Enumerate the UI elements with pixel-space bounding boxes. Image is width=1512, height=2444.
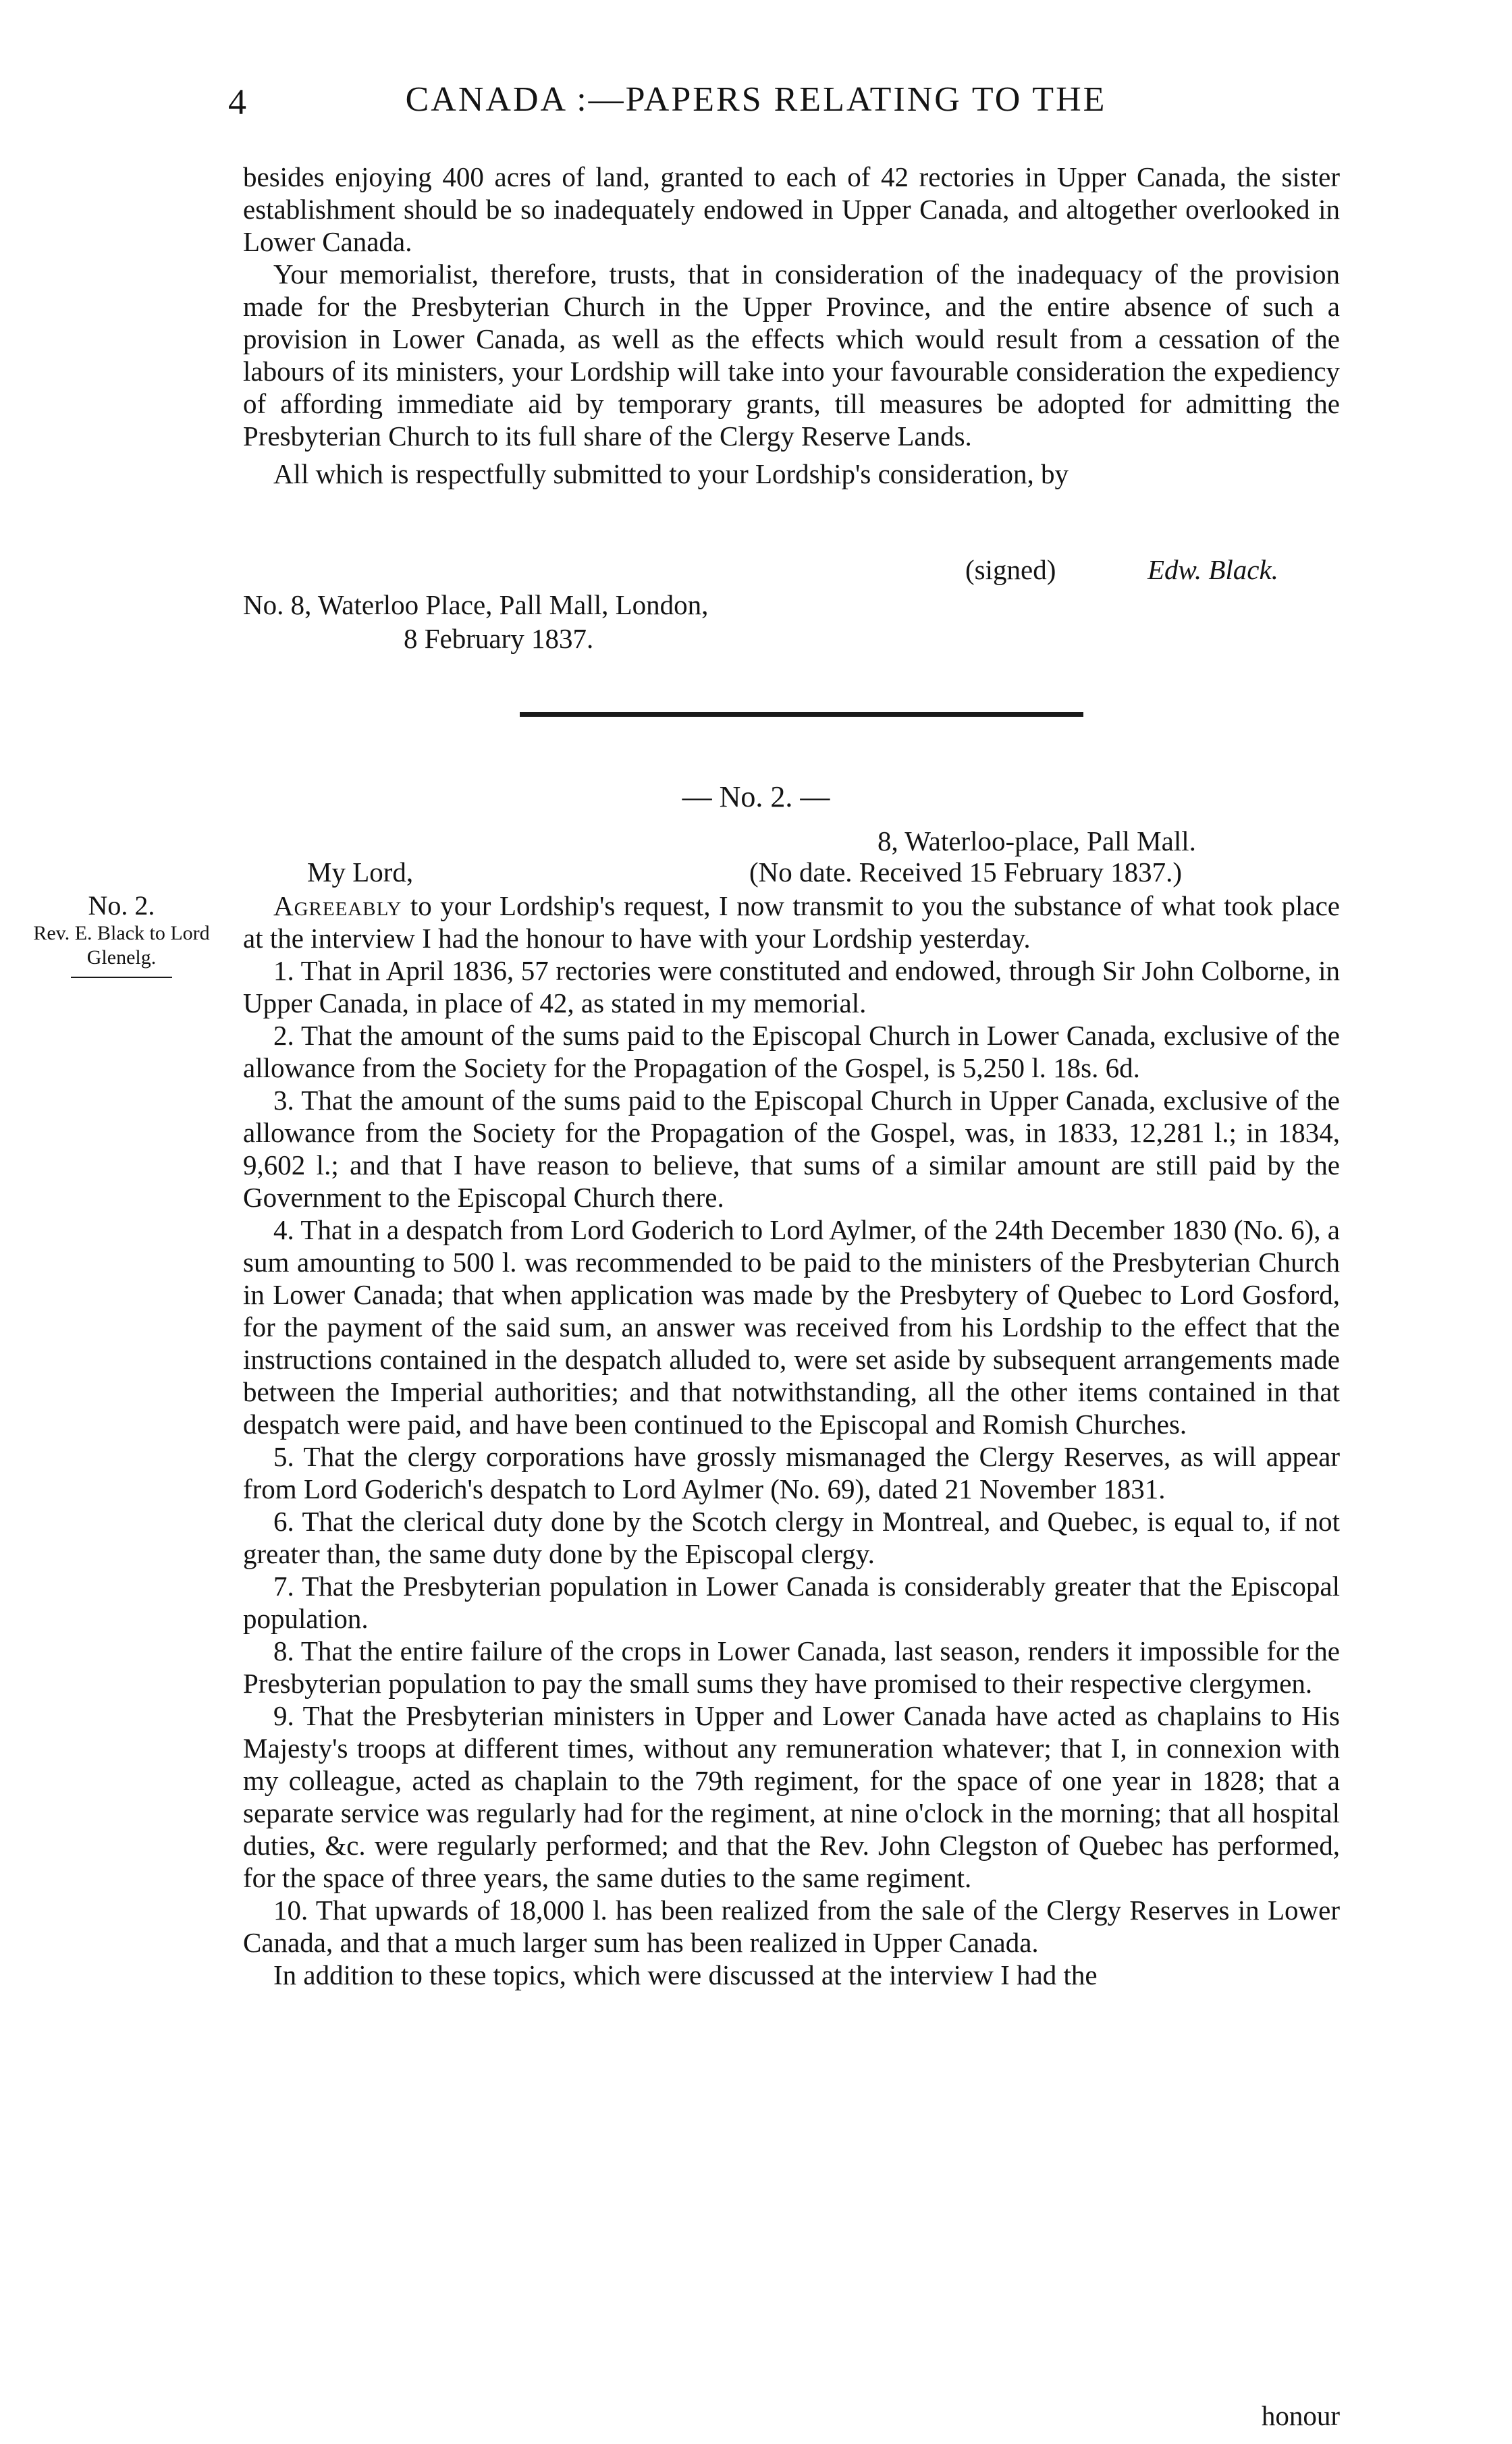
point-7: 7. That the Presbyterian population in Lower Canada is considerably greater that the Episcopal population. xyxy=(243,1571,1340,1634)
memorial-paragraph-1: besides enjoying 400 acres of land, granted to each of 42 rectories in Upper Canada, the sister establishment should be so inadequately endowed in Upper Canada, and altogether overlooked in Lower Canada. xyxy=(243,161,1340,257)
catchword: honour xyxy=(1261,2400,1340,2431)
memorial-paragraph-2: Your memorialist, therefore, trusts, that in consideration of the inadequacy of the provision made for the Presbyterian Church in the Upper Province, and the entire absence of such a provision in Lower Canada, as well as the effects which would result from a cessation of the labours of its ministers, your Lordship will take into your favourable consideration the expediency of affording immediate aid by temporary grants, till measures be adopted for admitting the Presbyterian Church to its full share of the Clergy Reserve Lands. xyxy=(243,259,1340,452)
margin-note-rule xyxy=(71,977,172,978)
point-2: 2. That the amount of the sums paid to the Episcopal Church in Lower Canada, exclusive of the allowance from the Society for the Propagation of the Gospel, is 5,250 l. 18s. 6d. xyxy=(243,1020,1340,1083)
point-10: 10. That upwards of 18,000 l. has been realized from the sale of the Clergy Reserves in Lower Canada, and that a much larger sum has been realized in Upper Canada. xyxy=(243,1895,1340,1958)
point-4: 4. That in a despatch from Lord Goderich to Lord Aylmer, of the 24th December 1830 (No. 6), a sum amounting to 500 l. was recommended to be paid to the ministers of the Presbyterian Church in Lower Canada; that when application was made by the Presbytery of Quebec to Lord Gosford, for the payment of the said sum, an answer was received from his Lordship to the effect that the instructions contained in the despatch alluded to, were set aside by subsequent arrangements made between the Imperial authorities; and that notwithstanding, all the other items contained in that despatch were paid, and have been continued to the Episcopal and Romish Churches. xyxy=(243,1214,1340,1440)
letter-address: 8, Waterloo-place, Pall Mall. xyxy=(878,825,1196,857)
signature: Edw. Black. xyxy=(1148,554,1278,585)
document-number: — No. 2. — xyxy=(682,780,830,813)
opening-smallcaps: Agreeably xyxy=(273,890,402,921)
date-note: (No date. Received 15 February 1837.) xyxy=(749,857,1182,888)
point-6: 6. That the clerical duty done by the Scotch clergy in Montreal, and Quebec, is equal to, if not greater than, the same duty done by the Episcopal clergy. xyxy=(243,1506,1340,1569)
letter-body xyxy=(243,890,1340,1991)
section-divider xyxy=(520,712,1083,717)
margin-note-title: No. 2. xyxy=(88,890,155,921)
memorial-address: No. 8, Waterloo Place, Pall Mall, London, xyxy=(243,589,709,620)
point-3: 3. That the amount of the sums paid to the Episcopal Church in Upper Canada, exclusive of the allowance from the Society for the Propagation of the Gospel, was, in 1833, 12,281 l.; in 1834, 9,602 l.; and that I have reason to believe, that sums of a similar amount are still paid by the Government to the Episcopal Church there. xyxy=(243,1085,1340,1213)
point-9: 9. That the Presbyterian ministers in Upper and Lower Canada have acted as chaplains to His Majesty's troops at different times, without any remuneration whatever; that I, in connexion with my colleague, acted as chaplain to the 79th regiment, for the space of one year in 1828; that a separate service was regularly had for the regiment, at nine o'clock in the morning; that all hospital duties, &c. were regularly performed; and that the Rev. John Clegston of Quebec has performed, for the space of three years, the same duties to the same regiment. xyxy=(243,1700,1340,1893)
salutation: My Lord, xyxy=(307,857,414,888)
memorial-date: 8 February 1837. xyxy=(404,623,594,654)
margin-note-text: Rev. E. Black to Lord Glenelg. xyxy=(33,922,210,969)
running-title: CANADA :—PAPERS RELATING TO THE xyxy=(405,80,1107,119)
opening-text: to your Lordship's request, I now transmit to you the substance of what took place at the interview I had the honour to have with your Lordship yesterday. xyxy=(243,890,1340,954)
page-number: 4 xyxy=(228,82,246,122)
point-5: 5. That the clergy corporations have grossly mismanaged the Clergy Reserves, as will appear from Lord Goderich's despatch to Lord Aylmer (No. 69), dated 21 November 1831. xyxy=(243,1441,1340,1504)
memorial-body xyxy=(243,161,1340,490)
opening-paragraph xyxy=(243,890,1340,954)
point-1: 1. That in April 1836, 57 rectories were constituted and endowed, through Sir John Colborne, in Upper Canada, in place of 42, as stated in my memorial. xyxy=(243,955,1340,1019)
signed-label: (signed) xyxy=(965,554,1056,585)
closing-line: In addition to these topics, which were discussed at the interview I had the xyxy=(273,1959,1098,1990)
margin-note xyxy=(27,890,216,978)
point-8: 8. That the entire failure of the crops in Lower Canada, last season, renders it impossible for the Presbyterian population to pay the small sums they have promised to their respective clergymen. xyxy=(243,1635,1340,1699)
memorial-paragraph-3: All which is respectfully submitted to your Lordship's consideration, by xyxy=(273,458,1069,489)
